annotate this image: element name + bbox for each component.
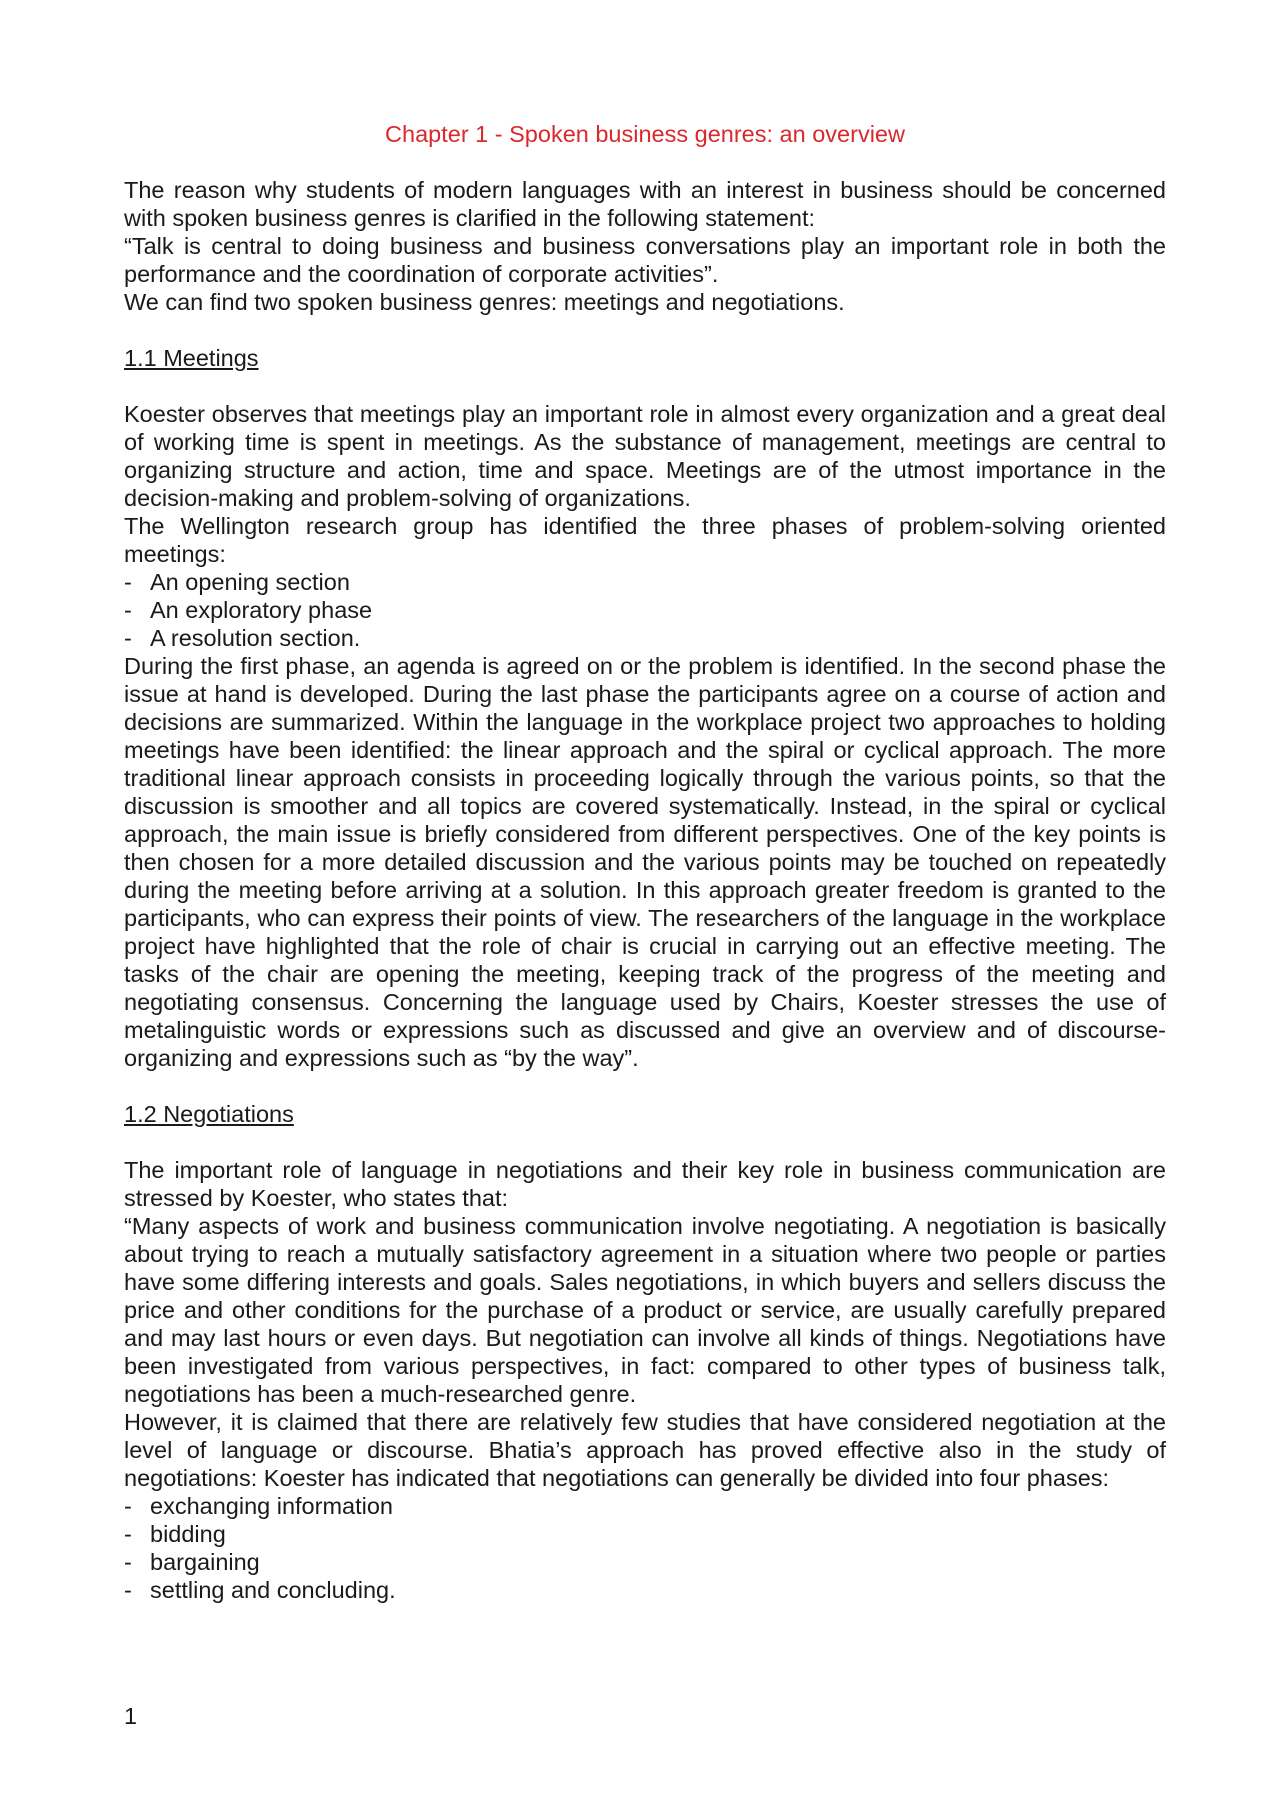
negotiations-paragraph-1: The important role of language in negotiations and their key role in business communication are stressed by Koester, who states that: bbox=[124, 1157, 1166, 1211]
list-item-text: exchanging information bbox=[150, 1493, 393, 1519]
intro-paragraph-3: We can find two spoken business genres: meetings and negotiations. bbox=[124, 289, 845, 315]
list-item-text: An exploratory phase bbox=[150, 597, 373, 623]
list-item-text: bidding bbox=[150, 1521, 226, 1547]
list-item bbox=[124, 1520, 1166, 1548]
negotiations-paragraph-3: However, it is claimed that there are relatively few studies that have considered negotiation at the level of language or discourse. Bhatia’s approach has proved effective also in the study of negotiations: Koester has indicated that negotiations can generally be divided into four phases: bbox=[124, 1409, 1166, 1491]
meeting-phases-list bbox=[124, 568, 1166, 652]
list-item bbox=[124, 1576, 1166, 1604]
list-item-text: An opening section bbox=[150, 569, 350, 595]
dash-marker: - bbox=[124, 1521, 132, 1547]
spacer bbox=[124, 1128, 1166, 1156]
section-heading-negotiations: 1.2 Negotiations bbox=[124, 1101, 294, 1127]
list-item bbox=[124, 1548, 1166, 1576]
list-item bbox=[124, 596, 1166, 624]
spacer bbox=[124, 316, 1166, 344]
list-item-text: bargaining bbox=[150, 1549, 260, 1575]
spacer bbox=[124, 1072, 1166, 1100]
list-item bbox=[124, 1492, 1166, 1520]
meetings-paragraph-2: The Wellington research group has identified the three phases of problem-solving oriented meetings: bbox=[124, 513, 1166, 567]
negotiation-phases-list bbox=[124, 1492, 1166, 1604]
page-number: 1 bbox=[124, 1703, 138, 1729]
list-item-text: settling and concluding. bbox=[150, 1577, 396, 1603]
list-item-text: A resolution section. bbox=[150, 625, 361, 651]
chapter-title: Chapter 1 - Spoken business genres: an overview bbox=[385, 121, 905, 147]
spacer bbox=[124, 372, 1166, 400]
intro-paragraph-1: The reason why students of modern languages with an interest in business should be concerned with spoken business genres is clarified in the following statement: bbox=[124, 177, 1166, 231]
dash-marker: - bbox=[124, 1577, 132, 1603]
dash-marker: - bbox=[124, 597, 132, 623]
meetings-paragraph-1: Koester observes that meetings play an important role in almost every organization and a great deal of working time is spent in meetings. As the substance of management, meetings are central to organizing structure and action, time and space. Meetings are of the utmost importance in the decision-making and problem-solving of organizations. bbox=[124, 401, 1166, 511]
dash-marker: - bbox=[124, 1493, 132, 1519]
list-item bbox=[124, 568, 1166, 596]
meetings-paragraph-3: During the first phase, an agenda is agreed on or the problem is identified. In the second phase the issue at hand is developed. During the last phase the participants agree on a course of action and decisions are summarized. Within the language in the workplace project two approaches to holding meetings have been identified: the linear approach and the spiral or cyclical approach. The more traditional linear approach consists in proceeding logically through the various points, so that the discussion is smoother and all topics are covered systematically. Instead, in the spiral or cyclical approach, the main issue is briefly considered from different perspectives. One of the key points is then chosen for a more detailed discussion and the various points may be touched on repeatedly during the meeting before arriving at a solution. In this approach greater freedom is granted to the participants, who can express their points of view. The researchers of the language in the workplace project have highlighted that the role of chair is crucial in carrying out an effective meeting. The tasks of the chair are opening the meeting, keeping track of the progress of the meeting and negotiating consensus. Concerning the language used by Chairs, Koester stresses the use of metalinguistic words or expressions such as discussed and give an overview and of discourse-organizing and expressions such as “by the way”. bbox=[124, 653, 1166, 1071]
negotiations-quote: “Many aspects of work and business communication involve negotiating. A negotiation is basically about trying to reach a mutually satisfactory agreement in a situation where two people or parties have some differing interests and goals. Sales negotiations, in which buyers and sellers discuss the price and other conditions for the purchase of a product or service, are usually carefully prepared and may last hours or even days. But negotiation can involve all kinds of things. Negotiations have been investigated from various perspectives, in fact: compared to other types of business talk, negotiations has been a much-researched genre. bbox=[124, 1213, 1166, 1407]
dash-marker: - bbox=[124, 569, 132, 595]
dash-marker: - bbox=[124, 625, 132, 651]
dash-marker: - bbox=[124, 1549, 132, 1575]
document-page bbox=[124, 120, 1166, 1604]
intro-quote: “Talk is central to doing business and business conversations play an important role in both the performance and the coordination of corporate activities”. bbox=[124, 233, 1166, 287]
list-item bbox=[124, 624, 1166, 652]
section-heading-meetings: 1.1 Meetings bbox=[124, 345, 259, 371]
